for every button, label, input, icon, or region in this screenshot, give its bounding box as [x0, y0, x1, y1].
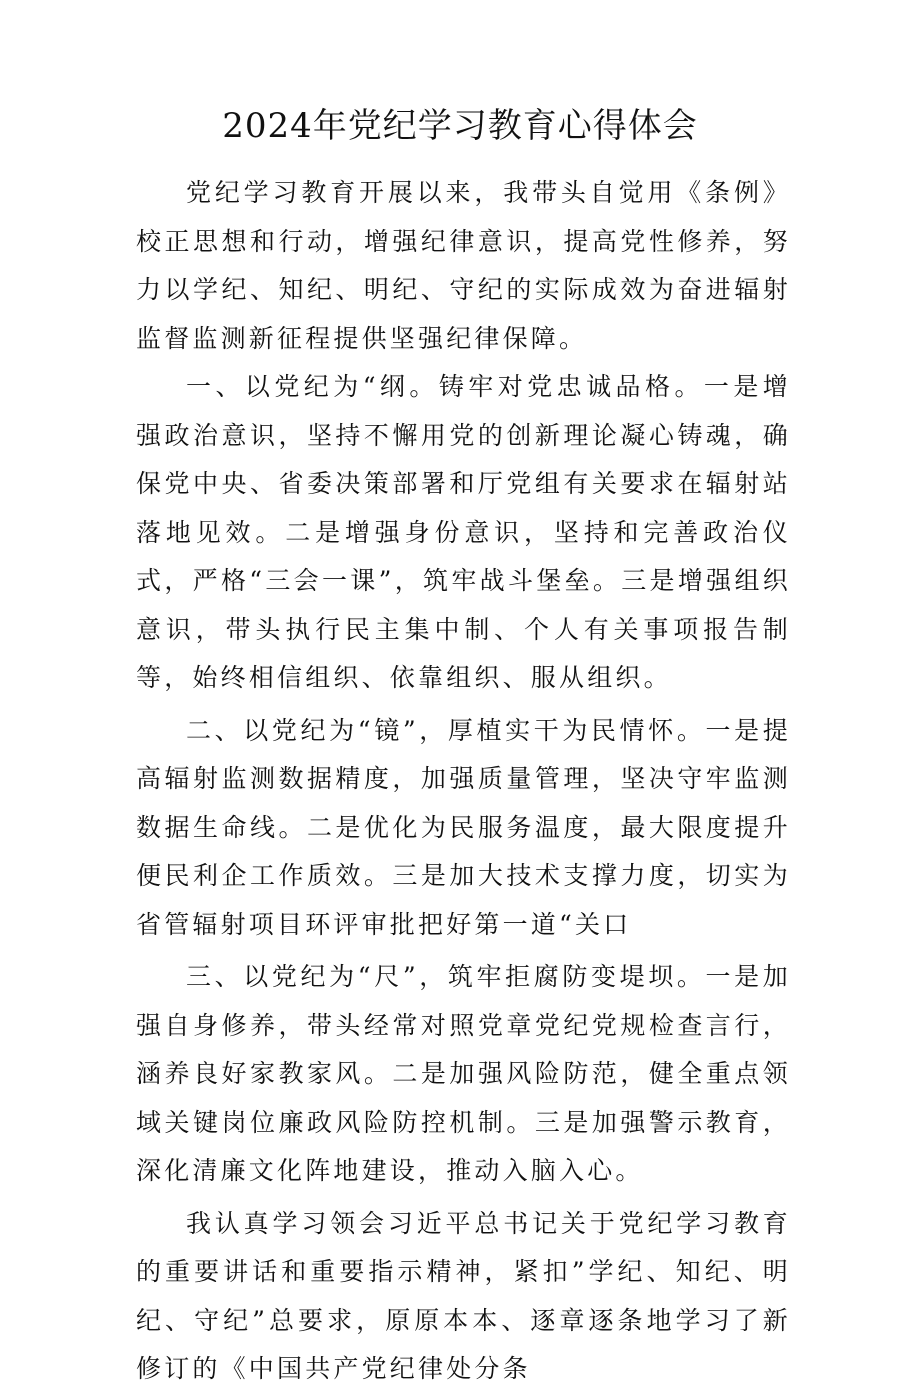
paragraph-section-three: 三、以党纪为“尺”，筑牢拒腐防变堤坝。一是加强自身修养，带头经常对照党章党纪党规检查言行，涵养良好家教家风。二是加强风险防范，健全重点领域关键岗位廉政风险防控机制。三是加强警示教育，深化清廉文化阵地建设，推动入脑入心。 — [136, 962, 791, 1185]
document-body — [136, 169, 791, 1394]
paragraph-study-reflection: 我认真学习领会习近平总书记关于党纪学习教育的重要讲话和重要指示精神，紧扣”学纪、知纪、明纪、守纪”总要求，原原本本、逐章逐条地学习了新修订的《中国共产党纪律处分条 — [136, 1208, 791, 1383]
paragraph-section-two: 二、以党纪为“镜”，厚植实干为民情怀。一是提高辐射监测数据精度，加强质量管理，坚决守牢监测数据生命线。二是优化为民服务温度，最大限度提升便民利企工作质效。三是加大技术支撑力度，切实为省管辐射项目环评审批把好第一道“关口 — [136, 715, 791, 939]
paragraph-intro: 党纪学习教育开展以来，我带头自觉用《条例》校正思想和行动，增强纪律意识，提高党性修养，努力以学纪、知纪、明纪、守纪的实际成效为奋进辐射监督监测新征程提供坚强纪律保障。 — [136, 178, 791, 353]
document-title: 2024年党纪学习教育心得体会 — [222, 106, 698, 146]
paragraph-section-one: 一、以党纪为“纲。铸牢对党忠诚品格。一是增强政治意识，坚持不懈用党的创新理论凝心铸魂，确保党中央、省委决策部署和厅党组有关要求在辐射站落地见效。二是增强身份意识，坚持和完善政治仪式，严格“三会一课”，筑牢战斗堡垒。三是增强组织意识，带头执行民主集中制、个人有关事项报告制等，始终相信组织、依靠组织、服从组织。 — [136, 372, 791, 692]
